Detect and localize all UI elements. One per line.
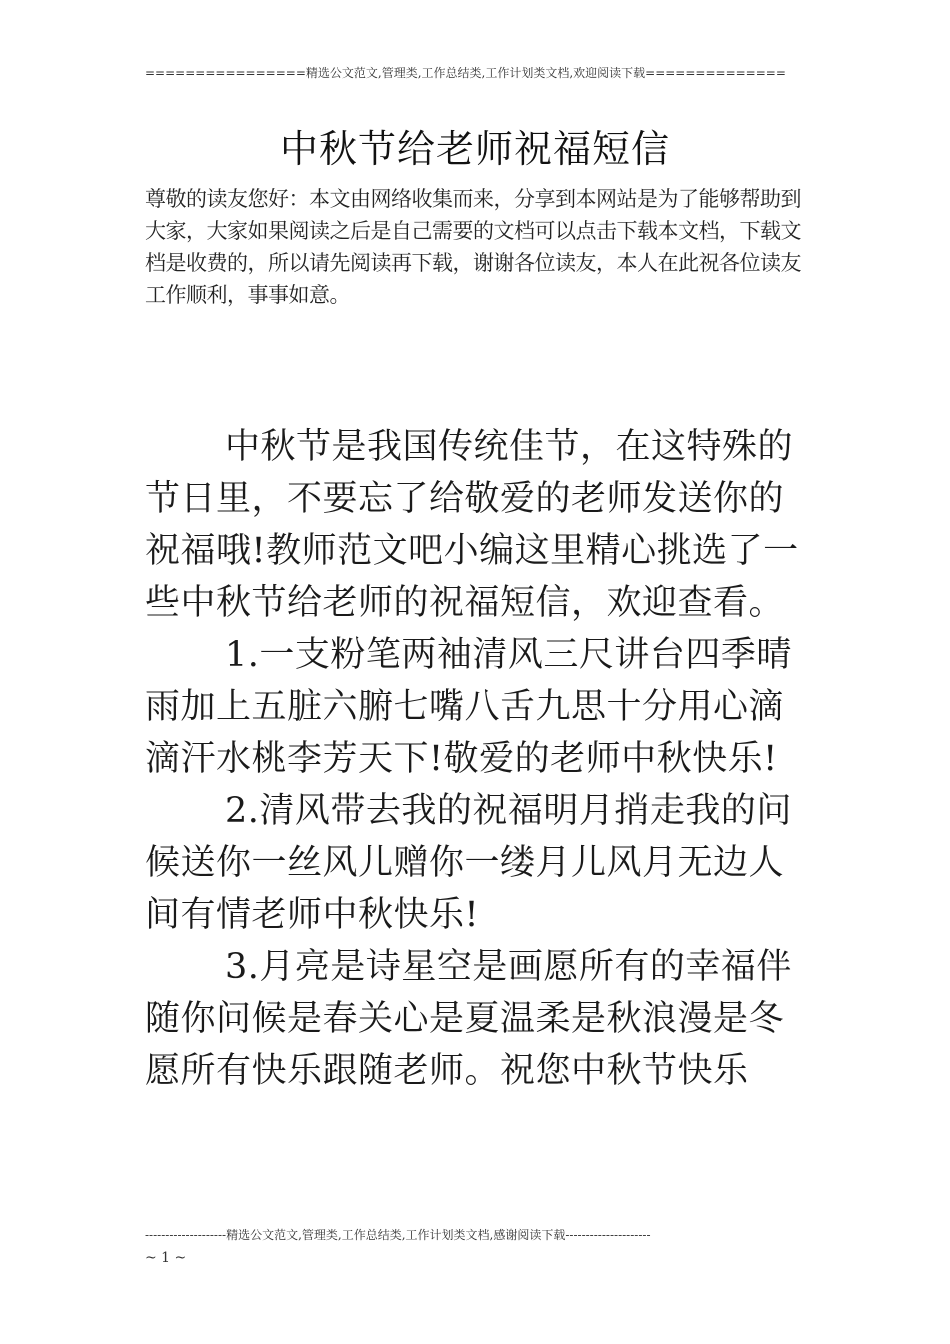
document-body xyxy=(145,421,810,1097)
body-paragraph-2: 2.清风带去我的祝福明月捎走我的问候送你一丝风儿赠你一缕月儿风月无边人间有情老师中秋快乐! xyxy=(145,791,792,935)
page-header: ================精选公文范文,管理类,工作总结类,工作计划类文档,欢迎阅读下载============== xyxy=(145,66,786,80)
document-title: 中秋节给老师祝福短信 xyxy=(279,127,670,171)
page-number: ~ 1 ~ xyxy=(145,1250,187,1266)
body-paragraph-intro: 中秋节是我国传统佳节，在这特殊的节日里，不要忘了给敬爱的老师发送你的祝福哦!教师范文吧小编这里精心挑选了一些中秋节给老师的祝福短信，欢迎查看。 xyxy=(145,427,799,623)
body-paragraph-3: 3.月亮是诗星空是画愿所有的幸福伴随你问候是春关心是夏温柔是秋浪漫是冬愿所有快乐跟随老师。祝您中秋节快乐 xyxy=(145,947,792,1091)
page-footer: --------------------精选公文范文,管理类,工作总结类,工作计划类文档,感谢阅读下载--------------------- xyxy=(145,1228,651,1242)
body-paragraph-1: 1.一支粉笔两袖清风三尺讲台四季晴雨加上五脏六腑七嘴八舌九思十分用心滴滴汗水桃李芳天下!敬爱的老师中秋快乐! xyxy=(145,635,792,779)
reader-notice: 尊敬的读友您好：本文由网络收集而来，分享到本网站是为了能够帮助到大家，大家如果阅读之后是自己需要的文档可以点击下载本文档，下载文档是收费的，所以请先阅读再下载，谢谢各位读友，本人在此祝各位读友工作顺利，事事如意。 xyxy=(145,187,801,307)
